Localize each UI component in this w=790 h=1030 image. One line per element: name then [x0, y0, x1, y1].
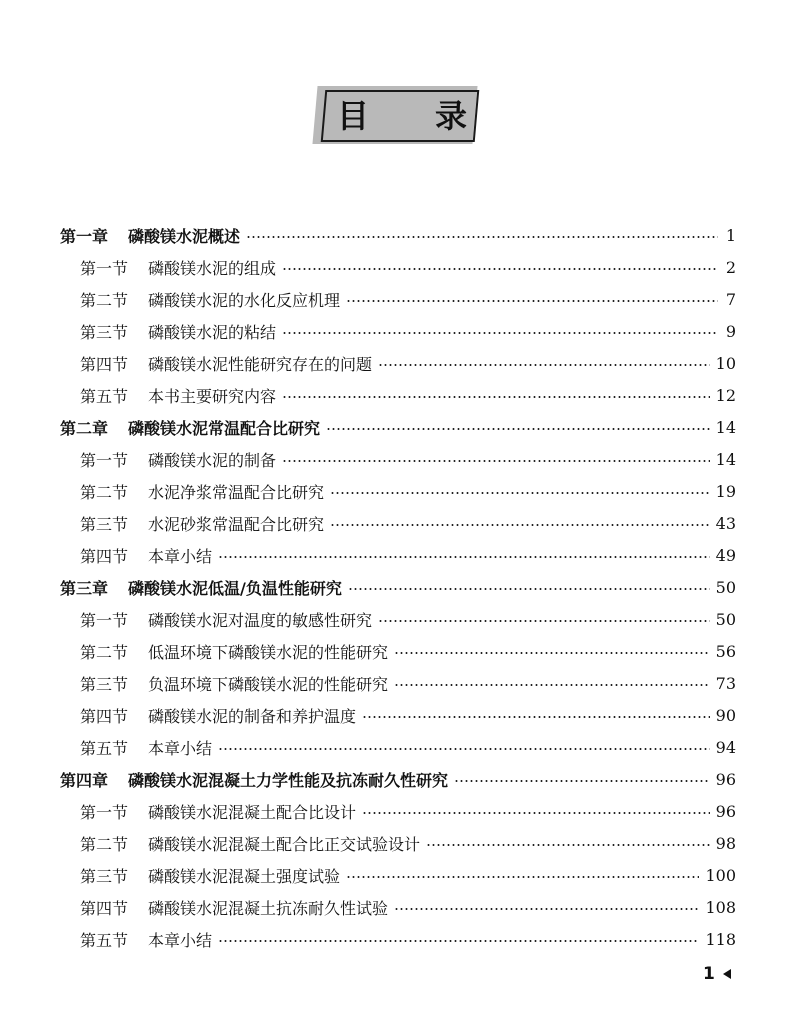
toc-entry-label: 第二节 [80, 834, 129, 854]
toc-entry-label: 第五节 [80, 738, 129, 758]
toc-entry-label: 第四节 [80, 706, 129, 726]
dot-leader [394, 907, 699, 911]
toc-chapter-entry[interactable] [60, 763, 736, 795]
toc-chapter-entry[interactable] [60, 411, 736, 443]
toc-entry-title: 磷酸镁水泥混凝土强度试验 [148, 866, 341, 886]
toc-entry-page: 96 [715, 801, 736, 821]
dot-leader [378, 619, 710, 623]
toc-entry-label: 第二节 [80, 642, 129, 662]
toc-section-entry[interactable] [60, 283, 736, 315]
dot-leader [346, 875, 699, 879]
dot-leader [282, 459, 710, 463]
toc-section-entry[interactable] [60, 315, 736, 347]
toc-entry-page: 14 [715, 417, 736, 437]
page-footer [703, 964, 731, 984]
toc-entry-page: 100 [705, 865, 736, 885]
dot-leader [362, 811, 710, 815]
toc-entry-label: 第二节 [80, 482, 129, 502]
toc-entry-page: 10 [715, 353, 736, 373]
dot-leader [454, 779, 710, 783]
dot-leader [218, 939, 699, 943]
toc-section-entry[interactable] [60, 379, 736, 411]
dot-leader [378, 363, 710, 367]
dot-leader [218, 747, 710, 751]
toc-section-entry[interactable] [60, 347, 736, 379]
toc-entry-title: 磷酸镁水泥混凝土配合比设计 [148, 802, 357, 822]
toc-entry-page: 118 [705, 929, 736, 949]
toc-entry-label: 第一节 [80, 610, 129, 630]
dot-leader [282, 267, 718, 271]
toc-entry-label: 第三节 [80, 674, 129, 694]
toc-entry-title: 本章小结 [148, 738, 213, 758]
toc-section-entry[interactable] [60, 475, 736, 507]
toc-entry-page: 50 [715, 609, 736, 629]
page-number: 1 [703, 964, 715, 984]
toc-section-entry[interactable] [60, 827, 736, 859]
toc-entry-label: 第一节 [80, 258, 129, 278]
toc-entry-title: 磷酸镁水泥概述 [128, 226, 241, 246]
toc-entry-page: 19 [715, 481, 736, 501]
toc-entry-page: 14 [715, 449, 736, 469]
toc-section-entry[interactable] [60, 443, 736, 475]
dot-leader [348, 587, 710, 591]
dot-leader [326, 427, 710, 431]
dot-leader [426, 843, 710, 847]
toc-entry-title: 本章小结 [148, 546, 213, 566]
toc-chapter-entry[interactable] [60, 571, 736, 603]
toc-entry-label: 第二节 [80, 290, 129, 310]
toc-entry-title: 磷酸镁水泥对温度的敏感性研究 [148, 610, 373, 630]
toc-entry-label: 第二章 [60, 418, 109, 438]
toc-entry-label: 第一章 [60, 226, 109, 246]
toc-section-entry[interactable] [60, 795, 736, 827]
toc-section-entry[interactable] [60, 635, 736, 667]
dot-leader [282, 331, 718, 335]
toc-entry-label: 第三节 [80, 322, 129, 342]
toc-entry-title: 磷酸镁水泥的水化反应机理 [148, 290, 341, 310]
toc-heading [315, 86, 485, 146]
toc-entry-page: 7 [725, 289, 736, 309]
dot-leader [346, 299, 718, 303]
toc-entry-page: 96 [715, 769, 736, 789]
toc-section-entry[interactable] [60, 251, 736, 283]
toc-entry-title: 磷酸镁水泥混凝土抗冻耐久性试验 [148, 898, 389, 918]
toc-entry-page: 1 [725, 225, 736, 245]
toc-entry-page: 43 [715, 513, 736, 533]
toc-entry-label: 第五节 [80, 386, 129, 406]
toc-entry-label: 第四节 [80, 898, 129, 918]
toc-entry-title: 磷酸镁水泥的组成 [148, 258, 277, 278]
toc-section-entry[interactable] [60, 923, 736, 955]
dot-leader [362, 715, 710, 719]
toc-section-entry[interactable] [60, 891, 736, 923]
dot-leader [218, 555, 710, 559]
toc-section-entry[interactable] [60, 507, 736, 539]
toc-section-entry[interactable] [60, 539, 736, 571]
page-title [337, 92, 467, 136]
toc-entry-page: 50 [715, 577, 736, 597]
toc-entry-page: 2 [725, 257, 736, 277]
toc-entry-title: 本章小结 [148, 930, 213, 950]
toc-entry-label: 第一节 [80, 802, 129, 822]
toc-entry-title: 负温环境下磷酸镁水泥的性能研究 [148, 674, 389, 694]
toc-entry-page: 9 [725, 321, 736, 341]
table-of-contents [60, 219, 736, 955]
toc-entry-page: 73 [715, 673, 736, 693]
toc-chapter-entry[interactable] [60, 219, 736, 251]
toc-entry-page: 56 [715, 641, 736, 661]
title-char-2: 录 [434, 97, 467, 135]
toc-section-entry[interactable] [60, 667, 736, 699]
toc-entry-title: 水泥净浆常温配合比研究 [148, 482, 325, 502]
toc-entry-title: 磷酸镁水泥混凝土配合比正交试验设计 [148, 834, 421, 854]
toc-section-entry[interactable] [60, 859, 736, 891]
toc-entry-label: 第三节 [80, 866, 129, 886]
title-char-1: 目 [337, 97, 370, 135]
toc-entry-label: 第五节 [80, 930, 129, 950]
toc-entry-title: 磷酸镁水泥的制备和养护温度 [148, 706, 357, 726]
toc-section-entry[interactable] [60, 603, 736, 635]
toc-entry-page: 108 [705, 897, 736, 917]
toc-entry-label: 第四节 [80, 546, 129, 566]
toc-entry-title: 磷酸镁水泥的粘结 [148, 322, 277, 342]
toc-entry-label: 第三章 [60, 578, 109, 598]
dot-leader [394, 683, 710, 687]
triangle-left-icon [723, 969, 731, 979]
toc-entry-title: 水泥砂浆常温配合比研究 [148, 514, 325, 534]
toc-entry-page: 98 [715, 833, 736, 853]
toc-entry-label: 第四节 [80, 354, 129, 374]
toc-entry-page: 12 [715, 385, 736, 405]
toc-entry-page: 90 [715, 705, 736, 725]
toc-entry-title: 磷酸镁水泥性能研究存在的问题 [148, 354, 373, 374]
toc-entry-title: 磷酸镁水泥低温/负温性能研究 [128, 578, 342, 598]
dot-leader [282, 395, 710, 399]
toc-entry-title: 本书主要研究内容 [148, 386, 277, 406]
toc-entry-title: 磷酸镁水泥的制备 [148, 450, 277, 470]
toc-entry-label: 第四章 [60, 770, 109, 790]
toc-entry-label: 第三节 [80, 514, 129, 534]
dot-leader [330, 523, 710, 527]
toc-entry-title: 低温环境下磷酸镁水泥的性能研究 [148, 642, 389, 662]
toc-section-entry[interactable] [60, 731, 736, 763]
toc-entry-label: 第一节 [80, 450, 129, 470]
toc-entry-page: 49 [715, 545, 736, 565]
toc-entry-title: 磷酸镁水泥混凝土力学性能及抗冻耐久性研究 [128, 770, 449, 790]
toc-entry-title: 磷酸镁水泥常温配合比研究 [128, 418, 321, 438]
dot-leader [246, 235, 718, 239]
dot-leader [394, 651, 710, 655]
dot-leader [330, 491, 710, 495]
toc-section-entry[interactable] [60, 699, 736, 731]
toc-entry-page: 94 [715, 737, 736, 757]
